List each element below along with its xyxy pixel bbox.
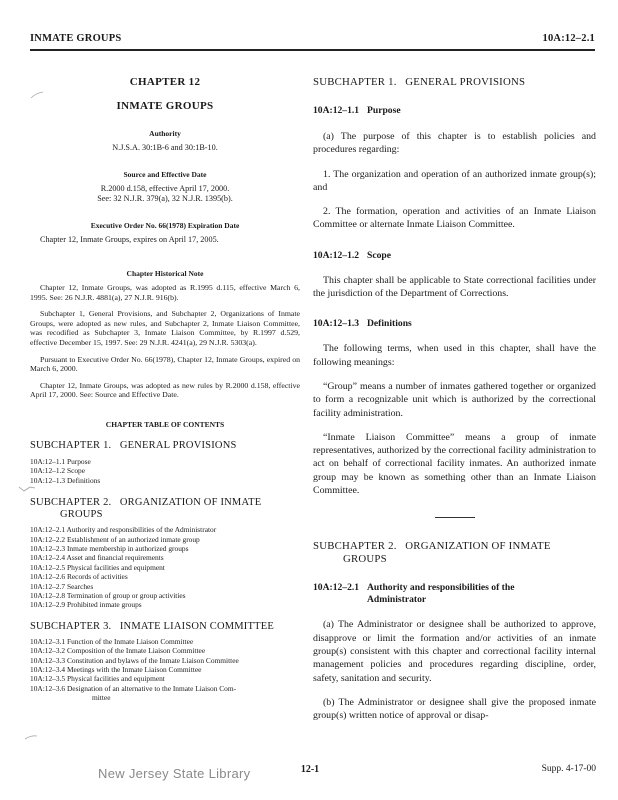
paragraph: (a) The Administrator or designee shall be authorized to approve, disapprove or limit the formation and/or activities of an inmate group(s) consistent with this chapter and correctional facility internal management policies and procedures regarding discipline, order, safety, sanitation and security. [313, 619, 596, 684]
section-title: Definitions [367, 318, 412, 330]
header-rule [30, 49, 595, 51]
source-line-2: See: 32 N.J.R. 379(a), 32 N.J.R. 1395(b). [97, 194, 233, 203]
supplement-date: Supp. 4-17-00 [541, 764, 596, 774]
section-heading-1-2 [313, 250, 596, 262]
section-title: Purpose [367, 105, 401, 116]
toc-item[interactable]: 10A:12–2.2 Establishment of an authorized inmate group [30, 534, 200, 544]
paragraph: “Inmate Liaison Committee” means a group of inmate representatives, authorized by the correctional facility administration to act on behalf of correctional facility inmates. An authorized inmate group may be known as something other than an Inmate Liaison Committee. [313, 431, 596, 497]
subchapter-2-heading-cont: GROUPS [343, 553, 387, 566]
toc-list-subchapter-1 [30, 457, 300, 485]
historical-note-para: Chapter 12, Inmate Groups, was adopted as R.1995 d.115, effective March 6, 1995. See: 26 N.J.R. 4881(a), 27 N.J.R. 916(b). [30, 283, 300, 302]
toc-item[interactable]: 10A:12–2.4 Asset and financial requirements [30, 553, 164, 563]
toc-item[interactable]: 10A:12–1.2 Scope [30, 466, 86, 476]
toc-item-cont [30, 693, 300, 702]
toc-item[interactable]: 10A:12–2.5 Physical facilities and equipment [30, 562, 165, 572]
paragraph: (b) The Administrator or designee shall give the proposed inmate group(s) written notice of approval or disap- [313, 696, 596, 722]
section-number: 10A:12–2.1 [313, 582, 360, 594]
library-watermark: New Jersey State Library [98, 766, 251, 781]
section-heading-2-1 [313, 582, 596, 594]
toc-item[interactable]: 10A:12–2.8 Termination of group or group activities [30, 591, 186, 600]
exec-order-text: Chapter 12, Inmate Groups, expires on April 17, 2005. [40, 235, 219, 244]
section-heading-1-3 [313, 318, 596, 330]
toc-item[interactable]: 10A:12–1.3 Definitions [30, 475, 101, 485]
paragraph: 1. The organization and operation of an authorized inmate group(s); and [313, 168, 596, 193]
subchapter-1-heading: SUBCHAPTER 1. GENERAL PROVISIONS [313, 76, 526, 88]
toc-item[interactable]: 10A:12–3.5 Physical facilities and equipment [30, 674, 165, 684]
right-column [313, 76, 596, 722]
toc-item[interactable]: 10A:12–3.1 Function of the Inmate Liaison Committee [30, 636, 194, 646]
paragraph: (a) The purpose of this chapter is to establish policies and procedures regarding: [313, 131, 596, 156]
subchapter-2-heading: SUBCHAPTER 2. ORGANIZATION OF INMATE [313, 540, 551, 553]
toc-item[interactable]: 10A:12–3.2 Composition of the Inmate Liaison Committee [30, 646, 206, 656]
toc-item[interactable]: 10A:12–3.6 Designation of an alternative to the Inmate Liaison Com- [30, 683, 237, 693]
toc-item[interactable]: 10A:12–2.3 Inmate membership in authorized groups [30, 543, 189, 553]
paragraph: The following terms, when used in this chapter, shall have the following meanings: [313, 343, 596, 368]
section-number: 10A:12–1.1 [313, 105, 360, 116]
left-column [30, 76, 300, 703]
section-title: Authority and responsibilities of the [367, 582, 515, 594]
toc-list-subchapter-2 [30, 525, 300, 610]
section-number: 10A:12–1.2 [313, 249, 360, 261]
toc-item[interactable]: 10A:12–3.4 Meetings with the Inmate Liaison Committee [30, 665, 202, 675]
source-heading: Source and Effective Date [123, 170, 207, 179]
paragraph: “Group” means a number of inmates gathered together or organized to form a recognizable unit which is authorized by the correctional facility administration. [313, 380, 596, 419]
toc-list-subchapter-3 [30, 637, 300, 703]
toc-subchapter-3: SUBCHAPTER 3. INMATE LIAISON COMMITTEE [30, 620, 274, 632]
page-number: 12-1 [300, 764, 320, 775]
section-title-cont: Administrator [367, 594, 427, 606]
source-line-1: R.2000 d.158, effective April 17, 2000. [100, 184, 230, 193]
section-heading-1-1 [313, 105, 596, 117]
section-heading-2-1-cont [313, 594, 596, 606]
toc-item[interactable]: 10A:12–2.7 Searches [30, 581, 94, 591]
paragraph: This chapter shall be applicable to State correctional facilities under the jurisdiction of the Department of Corrections. [313, 274, 596, 300]
exec-order-heading: Executive Order No. 66(1978) Expiration Date [90, 221, 240, 230]
margin-mark-icon [24, 733, 38, 741]
chapter-number: CHAPTER 12 [129, 76, 201, 88]
historical-note-para: Chapter 12, Inmate Groups, was adopted as new rules by R.2000 d.158, effective April 17, 2000. See: Source and Effective Date. [30, 380, 300, 400]
authority-text: N.J.S.A. 30:1B-6 and 30:1B-10. [112, 143, 218, 152]
historical-note-para: Subchapter 1, General Provisions, and Subchapter 2, Organizations of Inmate Groups, were adopted as new rules, and Subchapter 2, Inmate Liaison Committee, was recodified as Subchapter 3, Inmate Liaison Committee, by R.1997 d.529, effective December 15, 1997. See: 29 N.J.R. 4241(a), 29 N.J.R. 5303(a). [30, 309, 300, 347]
paragraph: 2. The formation, operation and activities of an Inmate Liaison Committee or alternate Inmate Liaison Committee. [313, 206, 596, 231]
chapter-name: INMATE GROUPS [116, 100, 214, 112]
toc-item[interactable]: 10A:12–2.6 Records of activities [30, 572, 128, 582]
toc-item[interactable]: 10A:12–1.1 Purpose [30, 456, 91, 466]
historical-note-heading: Chapter Historical Note [126, 269, 204, 278]
header-right: 10A:12–2.1 [542, 33, 595, 44]
section-divider [435, 517, 475, 518]
toc-item[interactable]: 10A:12–2.1 Authority and responsibilities of the Administrator [30, 525, 217, 535]
toc-subchapter-1: SUBCHAPTER 1. GENERAL PROVISIONS [30, 439, 237, 451]
running-header [30, 33, 595, 47]
toc-item-continuation: mittee [92, 693, 111, 703]
authority-heading: Authority [149, 129, 181, 138]
toc-item[interactable]: 10A:12–2.9 Prohibited inmate groups [30, 600, 142, 610]
historical-note-para: Pursuant to Executive Order No. 66(1978), Chapter 12, Inmate Groups, expired on March 6, 2000. [30, 354, 300, 374]
header-left: INMATE GROUPS [30, 33, 122, 44]
toc-item[interactable]: 10A:12–3.3 Constitution and bylaws of the Inmate Liaison Committee [30, 655, 239, 665]
toc-subchapter-2: SUBCHAPTER 2. ORGANIZATION OF INMATE [30, 497, 262, 509]
toc-heading: CHAPTER TABLE OF CONTENTS [105, 419, 225, 429]
section-title: Scope [367, 249, 391, 261]
section-number: 10A:12–1.3 [313, 318, 360, 330]
toc-subchapter-2-cont: GROUPS [60, 509, 103, 521]
